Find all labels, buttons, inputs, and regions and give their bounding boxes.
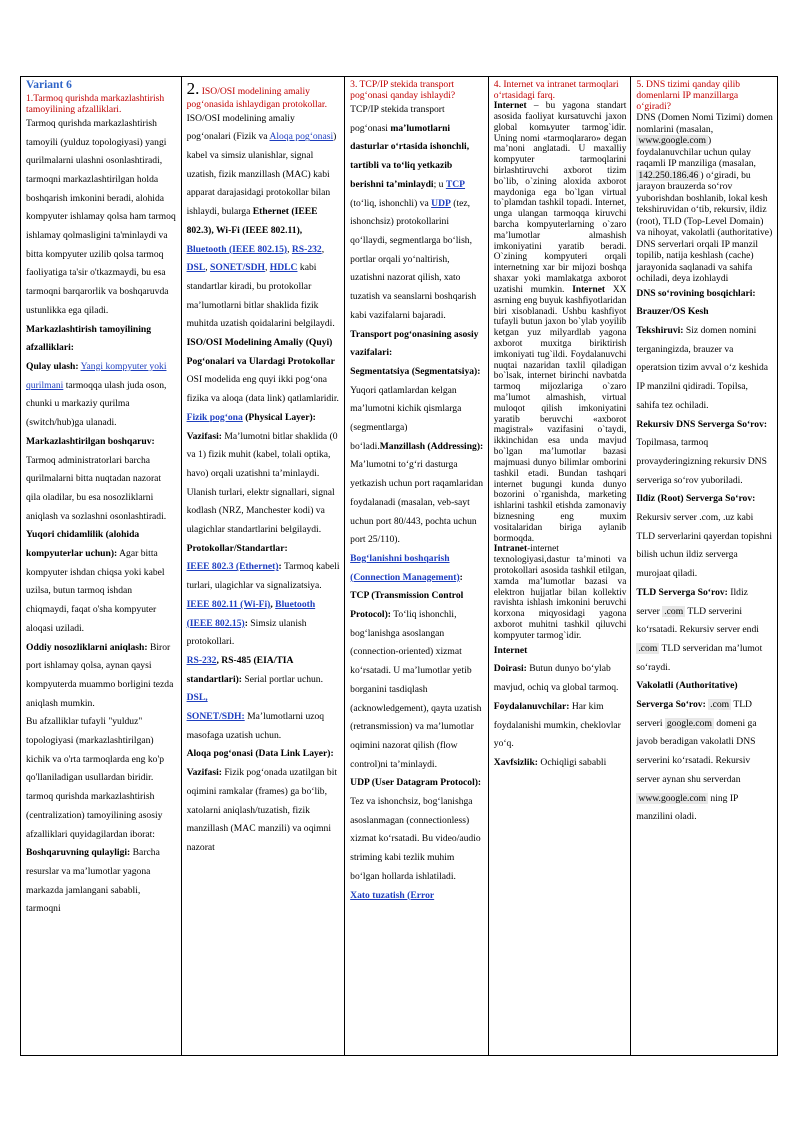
sonet-link[interactable]: SONET/SDH <box>210 262 265 274</box>
rs-link[interactable]: RS-232 <box>186 654 217 666</box>
variant-title: Variant 6 <box>26 79 72 91</box>
item-udp: UDP (User Datagram Protocol): Tez va ishonchsiz, bog‘lanishga asoslanmagan (connectionless) xizmat ko‘rsatadi. Bu video/audio striming kabi tezlik muhim bo‘lgan hollarda ishlatiladi. <box>350 777 482 882</box>
hdlc-link[interactable]: HDLC <box>269 262 298 274</box>
item-error <box>350 887 484 906</box>
protokollar-heading: Protokollar/Standartlar: <box>186 542 288 554</box>
item-tld: TLD Serverga So‘rov: Ildiz server .com TLD serverini ko‘rsatadi. Rekursiv server endi .com TLD serveridan ma’lumot so‘raydi. <box>636 586 763 673</box>
question-5-heading: 5. DNS tizimi qanday qilib domenlarni IP manzillarga o‘giradi? <box>636 79 741 113</box>
quyi-text: OSI modelida eng quyi ikki pog‘ona fizika va aloqa (data link) qatlamlaridir. <box>186 374 339 405</box>
aloqa-link[interactable]: Aloqa pog‘onasi <box>269 131 334 143</box>
item-conn: Bog‘lanishni boshqarish (Connection Management): <box>350 552 463 583</box>
dsl-link[interactable]: DSL <box>186 262 206 274</box>
vazifalar-heading: Transport pog‘onasining asosiy vazifalari: <box>350 328 479 359</box>
aloqa-heading: Aloqa pog‘onasi (Data Link Layer): <box>186 748 334 760</box>
item-tekshiruv: Tekshiruvi: Siz domen nomini terganingizda, brauzer va operatsion tizim avval o‘z keshida IP manzilni qidiradi. Topilsa, sahifa tez ochiladi. <box>636 325 768 411</box>
question-4-heading: 4. Internet va intranet tarmoqlari o‘rtasidagi farq. <box>493 79 619 102</box>
answer-table <box>20 76 778 1056</box>
intro-text: ISO/OSI modelining amaliy pog‘onalari (Fizik va Aloqa pog‘onasi) kabel va simsiz ulanishlar, signal uzatish, fizik manzillash (MAC) kabi apparat darajasidagi protokollar bilan ishlaydi, bularga Ethernet (IEEE 802.3), Wi-Fi (IEEE 802.11), Bluetooth (IEEE 802.15), RS-232, DSL, SONET/SDH, HDLC kabi standartlar kiradi, bu protokollar ma’lumotlarni bitlar shaklida fizik muhitda uzatish qoidalarini belgilaydi. <box>186 112 337 330</box>
item-dsl <box>187 689 341 708</box>
question-3-heading: 3. TCP/IP stekida transport pog‘onasi qanday ishlaydi? <box>350 79 456 102</box>
intro-text: DNS (Domen Nomi Tizimi) domen nomlarini (masalan, www.google.com ) foydalanuvchilar uchun qulay raqamli IP manziliga (masalan, 142.250.186.46 ) o‘giradi, bu jarayon brauzerda so‘rov yuborishdan boshlanib, lokal kesh tekshiruvidan o‘tib, rekursiv, ildiz (root), TLD (Top-Level Domain) va nihoyat, vakolatli (authoritative) DNS serverlari orqali IP manzil topilib, natija keshlash (cache) jarayonida saqlanadi va sahifa ochiladi, deya izohlaydi <box>636 112 773 285</box>
brauzer-heading: Brauzer/OS Kesh <box>636 306 709 318</box>
item-sonet: SONET/SDH: Ma’lumotlarni uzoq masofaga uzatish uchun. <box>186 711 325 741</box>
wifi-link[interactable]: IEEE 802.11 (Wi-Fi) <box>186 598 271 610</box>
item-markaz: Markazlashtirilgan boshqaruv: Tarmoq administratorlari barcha qurilmalarni bitta nuqtadan nazorat qila oladilar, bu esa nosozliklarni aniqlash va sozlashni osonlashtiradi. <box>26 435 167 522</box>
column-2 <box>182 77 346 1055</box>
column-5 <box>631 77 777 1055</box>
dsl-link-2[interactable]: DSL, <box>186 692 208 704</box>
intro-text: TCP/IP stekida transport pog‘onasi ma’lumotlarni dasturlar o‘rtasida ishonchli, tartibli va to‘liq yetkazib berishni ta’minlaydi; u TCP (to‘liq, ishonchli) va UDP (tez, ishonchsiz) protokollarini qo‘llaydi, segmentlarga bo‘lish, portlar orqali yo‘naltirish, uzatishni nazorat qilish, xato tuzatish va seanslarni boshqarish kabi vazifalarni bajaradi. <box>350 104 477 321</box>
intro-text: Tarmoq qurishda markazlashtirish tamoyili (yulduz topologiyasi) yangi qurilmalarni ulashni osonlashtiradi, tarmoqni markazlashtirilgan holda boshqarish imkonini beradi, alohida kompyuter ishlamay qolsa ham tarmoq ishlamay qolmasligini ta'minlaydi va bitta kompyuter uzilib qolsa tarmoq faoliyatiga ta'sir o'tkazmaydi, bu esa tarmoqni barqarorlik va boshqaruvda ustunlikka ega qiladi. Markazlashtirish tamoyilining afzalliklari: <box>26 117 176 354</box>
bosqichlar-heading: DNS so‘rovining bosqichlari: <box>636 287 756 299</box>
item-qulay: Qulay ulash: Yangi kompyuter yoki qurilmani tarmoqqa ulash juda oson, chunki u markaziy qurilma (switch/hub)ga ulanadi. <box>26 361 167 429</box>
bt-link[interactable]: Bluetooth (IEEE 802.15) <box>186 598 316 629</box>
item-vakolatli: Vakolatli (Authoritative) Serverga So‘rov: .com TLD serveri google.com domeni ga javob beradigan vakolatli DNS serverini ko‘rsatadi. Rekursiv server aynan shu serverdan www.google.com ning IP manzilini oladi. <box>636 680 757 823</box>
aloqa-vazifasi: Vazifasi: Fizik pog‘onada uzatilgan bit oqimini ramkalar (frames) ga bo‘lib, xatolarni aniqlash/tuzatish, fizik manzillash (MAC manzili) va oqimni nazorat <box>186 767 338 853</box>
intranet-label: Intranet-internet texnologiyasi,dastur ta’minoti va protokollari asosida tashkil etilgan, xamda ma’lumotlar bazasi va elektron hujjatlar bilan kollektiv ravishta ishlash imkonini beruvchi korxona miqyosidagi yagona axborot muhitni tashkil qiluvchi kompyuter tarmog`idir. <box>493 544 627 641</box>
paragraph-2: Bu afzalliklar tufayli "yulduz" topologiyasi (markazlashtirilgan) kichik va o'rta tarmoqlarda eng ko'p qo'llaniladigan usullardan biridir. tarmoq qurishda markazlashtirish (centralization) tamoyilining asosiy afzalliklari quyidagilardan iborat: <box>26 716 164 840</box>
item-boshqaruv: Boshqaruvning qulayligi: Barcha resurslar va ma’lumotlar yagona markazda jamlangani sababli, tarmoqni <box>26 847 160 915</box>
bluetooth-link[interactable]: Bluetooth (IEEE 802.15) <box>186 243 288 255</box>
item-foydalanuvchilar: Foydalanuvchilar: Har kim foydalanishi mumkin, cheklovlar yo‘q. <box>493 700 621 750</box>
sonet-link-2[interactable]: SONET/SDH: <box>186 711 245 723</box>
internet-text: Internet – bu yagona standart asosida faoliyat kursatuvchi jaxon global komьyuter tarmog`idir. Uning nomi «tarmoqlararo» degan ma’noni anglatadi. U maxalliy kompyuter tarmoqlarini birlashtiruvchi axborot tizim bo`lib, o`zining aloxida axborot maydoniga ega bo`lgan virtual to`plamdan tashkil topadi. Internet, unga ulangan tarmoqqa kiruvchi barcha kompyuterlarning o`zaro ma’lumotlar almashish imkoniyatini yaratib beradi. O`zining kompyuteri orqali internetning xar bir mijozi boshqa shaxar yoki mamlakatga axborot uzatishi mumkin. Internet XX asrning eng buyuk kashfiyotlaridan biri xisoblanadi. Ushbu kashfiyot tufayli butun jaxon bo`ylab yoyilib ketgan yuz milyardlab yagona axborot muxitga biriktirish imkoniyati tug`ildi. Foydalanuvchi nuqtai nazaridan taxlil qiladigan bo`lsak, internet birinchi navbatda tarmoq mijozlariga o`zaro ma’lumot almashish, virtual muloqot qilish imkoniyatini yaratib beruvchi «axborot magistral» vazifasini o`taydi, ikkinchidan esa unda mavjud bo`lgan ma’lumotlar bazasi majmuasi dunyo bilimlar omborini tashkil etadi. Bundan tashqari internet bugungi kunda dunyo bozorini o`rganishda, marketing ishlarini tashkil etishda zamonaviy biznesning eng muxim vositalaridan biriga aylanib bormoqda. <box>493 101 627 544</box>
item-wifi: IEEE 802.11 (Wi-Fi), Bluetooth (IEEE 802.15): Simsiz ulanish protokollari. <box>186 598 316 648</box>
item-ildiz: Ildiz (Root) Serverga So‘rov: Rekursiv server .com, .uz kabi TLD serverlarini qayerdan topishni bilish uchun ildiz serverga murojaat qiladi. <box>636 493 772 580</box>
connection-link[interactable]: Bog‘lanishni boshqarish (Connection Management) <box>350 552 460 583</box>
qulay-link[interactable]: Yangi kompyuter yoki qurilmani <box>26 361 167 391</box>
udp-link[interactable]: UDP <box>431 197 451 209</box>
item-oddiy: Oddiy nosozliklarni aniqlash: Biror port ishlamay qolsa, aynan qaysi kompyuterda muammo borligini tezda aniqlash mumkin. <box>26 641 174 709</box>
fizik-link[interactable]: Fizik pog‘ona <box>186 411 243 423</box>
question-1-heading: 1.Tarmoq qurishda markazlashtirish tamoyilining afzalliklari. <box>26 92 165 115</box>
item-seg: Segmentatsiya (Segmentatsiya): Yuqori qatlamlardan kelgan ma’lumotni kichik qismlarga (segmentlarga) bo‘ladi.Manzillash (Addressing): Ma’lumotni to‘g‘ri dasturga yetkazish uchun port raqamlaridan foydalanadi (masalan, veb-sayt uchun port 80/443, pochta uchun port 25/110). <box>350 365 484 546</box>
internet-heading: Internet <box>493 644 528 656</box>
item-ethernet: IEEE 802.3 (Ethernet): Tarmoq kabeli turlari, ulagichlar va signalizatsiya. <box>186 561 340 592</box>
column-3 <box>345 77 489 1055</box>
rs232-link[interactable]: RS-232 <box>291 243 322 255</box>
fizik-vazifasi: Vazifasi: Ma’lumotni bitlar shaklida (0 va 1) fizik muhit (kabel, tolali optika, havo) orqali uzatishni ta’minlaydi. Ulanish turlari, elektr signallari, signal kodlash (NRZ, Manchester kodi) va ulagichlar standartlarini belgilaydi. <box>186 430 338 536</box>
item-xavfsizlik: Xavfsizlik: Ochiqligi sababli <box>493 756 607 768</box>
ethernet-link[interactable]: IEEE 802.3 (Ethernet) <box>186 561 279 573</box>
item-doirasi: Doirasi: Butun dunyo bo‘ylab mavjud, ochiq va global tarmoq. <box>493 663 619 694</box>
tcp-link[interactable]: TCP <box>445 178 466 190</box>
error-link[interactable]: Xato tuzatish (Error <box>350 889 435 901</box>
question-2-heading: 2. ISO/OSI modelining amaliy pog‘onasida ishlaydigan protokollar. <box>186 79 327 110</box>
column-4 <box>489 77 632 1055</box>
subheading-quyi: ISO/OSI Modelining Amaliy (Quyi) Pog‘onalari va Ulardagi Protokollar <box>186 337 335 367</box>
item-rekursiv: Rekursiv DNS Serverga So‘rov: Topilmasa, tarmoq provayderingizning rekursiv DNS serveriga so‘rov yuboriladi. <box>636 418 768 486</box>
item-rs: RS-232, RS-485 (EIA/TIA standartlari): Serial portlar uchun. <box>186 654 323 685</box>
column-1 <box>21 77 182 1055</box>
fizik-heading: Fizik pog‘ona (Physical Layer): <box>186 411 316 423</box>
item-yuqori: Yuqori chidamlilik (alohida kompyuterlar uchun): Agar bitta kompyuter ishdan chiqsa yoki kabel uzilsa, butun tarmoq ishdan chiqmaydi, faqat o'sha kompyuter aloqasi uziladi. <box>26 529 165 634</box>
item-tcp: TCP (Transmission Control Protocol): To‘liq ishonchli, bog‘lanishga asoslangan (connection-oriented) xizmat ko‘rsatadi. U ma’lumotlar yetib borganini tasdiqlash (acknowledgement), qayta uzatish (retransmission) va ma’lumotlar oqimini nazorat qilish (flow control)ni ta’minlaydi. <box>350 590 482 770</box>
